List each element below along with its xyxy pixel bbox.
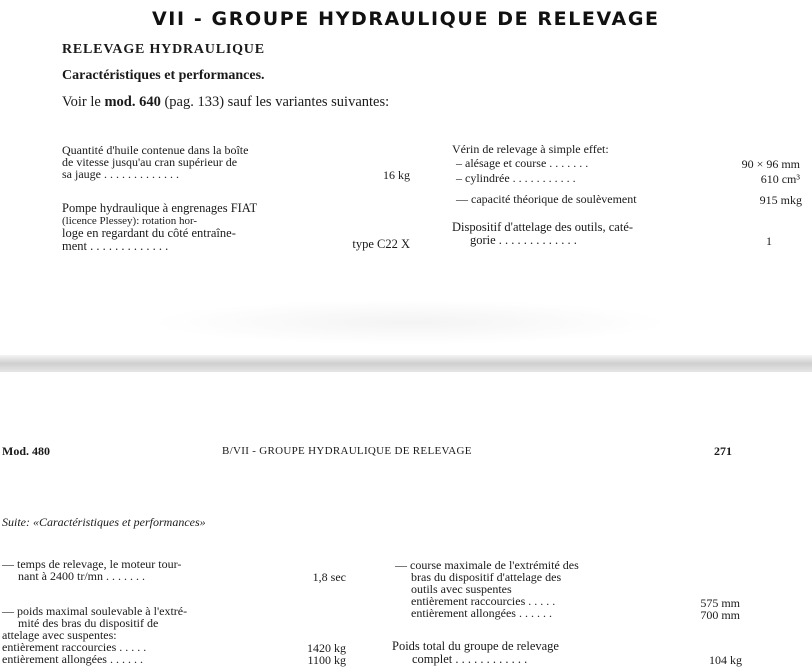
max-lift-shortened-value: 1420 kg (307, 641, 346, 655)
pump-label (62, 202, 257, 252)
displacement-label: – cylindrée . . . . . . . . . . . (456, 171, 576, 185)
header-model: Mod. 480 (2, 444, 50, 458)
bore-stroke-label: – alésage et course . . . . . . . (456, 156, 589, 170)
max-lift-label (2, 605, 187, 665)
oil-quantity-label (62, 144, 248, 180)
continuation-heading: Suite: «Caractéristiques et performances» (2, 515, 206, 529)
max-lift-extended-value: 1100 kg (307, 653, 346, 667)
oil-line-3: sa jauge . . . . . . . . . . . . . (62, 167, 179, 181)
max-stroke-line-2: bras du dispositif d'attelage des (411, 570, 562, 584)
displacement-value: 610 cm³ (760, 172, 800, 186)
bore-stroke-value: 90 × 96 mm (741, 157, 800, 171)
intro-model-ref: mod. 640 (104, 94, 161, 110)
pump-line-2: (licence Plessey): rotation hor- (62, 214, 198, 227)
max-lift-line-4: entièrement raccourcies . . . . . (2, 640, 147, 654)
hitch-category-label (452, 221, 633, 246)
max-stroke-label (395, 559, 579, 619)
oil-quantity-value: 16 kg (383, 168, 410, 182)
max-stroke-shortened-value: 575 mm (700, 596, 740, 610)
max-lift-line-2: mité des bras du dispositif de (18, 616, 159, 630)
chapter-title: VII - GROUPE HYDRAULIQUE DE RELEVAGE (152, 8, 660, 30)
pump-line-1: Pompe hydraulique à engrenages FIAT (62, 201, 258, 215)
lift-time-line-2: nant à 2400 tr/mn . . . . . . . (18, 569, 145, 583)
faint-bleedthrough (150, 300, 670, 345)
header-title: B/VII - GROUPE HYDRAULIQUE DE RELEVAGE (222, 445, 472, 457)
section-title: RELEVAGE HYDRAULIQUE (62, 42, 265, 57)
total-weight-label (392, 640, 559, 665)
pump-type-value: type C22 X (352, 237, 410, 251)
subsection-title: Caractéristiques et performances. (62, 68, 265, 83)
page-2 (0, 372, 812, 672)
lift-capacity-value: 915 mkg (759, 193, 802, 207)
intro-suffix: (pag. 133) sauf les variantes suivantes: (164, 94, 390, 110)
max-lift-line-1: — poids maximal soulevable à l'extré- (2, 604, 188, 618)
total-weight-value: 104 kg (709, 653, 742, 667)
hitch-line-1: Dispositif d'attelage des outils, caté- (452, 220, 634, 234)
lift-time-line-1: — temps de relevage, le moteur tour- (2, 557, 182, 571)
lift-time-label (2, 558, 181, 582)
lift-time-value: 1,8 sec (312, 570, 346, 584)
oil-line-1: Quantité d'huile contenue dans la boîte (62, 143, 249, 157)
header-page-number: 271 (714, 444, 732, 458)
pump-line-4: ment . . . . . . . . . . . . . (62, 238, 169, 253)
max-stroke-extended-value: 700 mm (700, 608, 740, 622)
oil-line-2: de vitesse jusqu'au cran supérieur de (62, 155, 238, 169)
pump-line-3: loge en regardant du côté entraîne- (62, 226, 236, 240)
hitch-line-2: gorie . . . . . . . . . . . . . (470, 232, 577, 247)
cylinder-heading: Vérin de relevage à simple effet: (452, 142, 609, 156)
intro-sentence (62, 94, 389, 111)
max-stroke-line-4: entièrement raccourcies . . . . . (411, 594, 556, 608)
max-lift-line-5: entièrement allongées . . . . . . (2, 652, 143, 666)
total-weight-line-1: Poids total du groupe de relevage (392, 639, 559, 653)
intro-prefix: Voir le (62, 94, 101, 110)
max-lift-line-3: attelage avec suspentes: (2, 628, 117, 642)
max-stroke-line-1: — course maximale de l'extrémité des (395, 558, 579, 572)
page-divider (0, 355, 812, 372)
lift-capacity-label: — capacité théorique de soulèvement (456, 192, 637, 206)
max-stroke-line-5: entièrement allongées . . . . . . (411, 606, 552, 620)
hitch-category-value: 1 (766, 234, 772, 248)
total-weight-line-2: complet . . . . . . . . . . . . (412, 651, 528, 666)
max-stroke-line-3: outils avec suspentes (411, 582, 512, 596)
